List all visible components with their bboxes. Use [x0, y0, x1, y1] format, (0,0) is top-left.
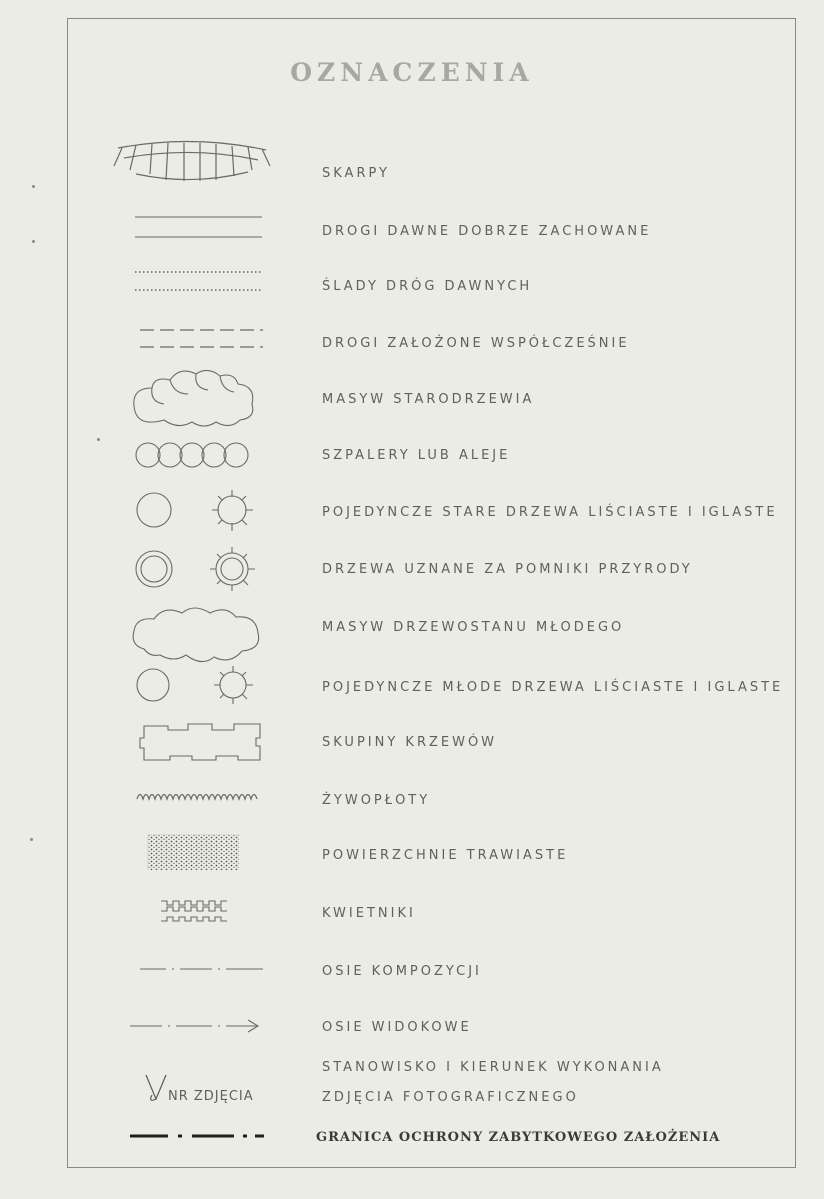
legend-label-hedges: ŻYWOPŁOTY	[322, 793, 431, 808]
legend-label-shrubs: SKUPINY KRZEWÓW	[322, 735, 498, 750]
legend-label-flowerbeds: KWIETNIKI	[322, 906, 416, 921]
page-frame	[67, 18, 796, 1168]
legend-label-slopes: SKARPY	[322, 166, 390, 181]
legend-label-view-axes: OSIE WIDOKOWE	[322, 1020, 472, 1035]
legend-title: OZNACZENIA	[290, 58, 534, 87]
legend-label-composition-axes: OSIE KOMPOZYCJI	[322, 964, 482, 979]
legend-label-photo-line2: ZDJĘCIA FOTOGRAFICZNEGO	[322, 1090, 579, 1105]
double-dotted-line	[135, 269, 263, 293]
single-trees	[132, 488, 262, 534]
photo-number-label: NR ZDJĘCIA	[168, 1089, 254, 1104]
circle-row	[133, 440, 253, 470]
composition-axis	[140, 962, 264, 976]
legend-label-grass: POWIERZCHNIE TRAWIASTE	[322, 848, 569, 863]
young-mass	[130, 605, 264, 667]
legend-label-road-traces: ŚLADY DRÓG DAWNYCH	[322, 279, 533, 294]
legend-label-natural-monuments: DRZEWA UZNANE ZA POMNIKI PRZYRODY	[322, 562, 693, 577]
young-trees	[133, 663, 263, 705]
legend-label-single-young-trees: POJEDYNCZE MŁODE DRZEWA LIŚCIASTE I IGLASTE	[322, 680, 784, 695]
legend-label-old-stand: MASYW STARODRZEWIA	[322, 392, 535, 407]
photo-position-symbol	[144, 1073, 170, 1103]
legend-label-alleys: SZPALERY LUB ALEJE	[322, 448, 511, 463]
boundary-line-symbol	[130, 1130, 264, 1142]
legend-label-single-old-trees: POJEDYNCZE STARE DRZEWA LIŚCIASTE I IGLASTE	[322, 505, 778, 520]
margin-mark	[32, 240, 35, 243]
grass-dots	[145, 832, 241, 872]
shrub-group	[138, 720, 264, 764]
legend-label-boundary: GRANICA OCHRONY ZABYTKOWEGO ZAŁOŻENIA	[316, 1130, 721, 1145]
double-dashed-line	[140, 327, 264, 351]
cloud-mass	[130, 366, 258, 430]
margin-mark	[32, 185, 35, 188]
view-axis	[130, 1017, 262, 1035]
legend-label-old-roads: DROGI DAWNE DOBRZE ZACHOWANE	[322, 224, 652, 239]
flowerbed	[157, 895, 239, 927]
margin-mark	[97, 438, 100, 441]
monument-trees	[132, 545, 262, 593]
margin-mark	[30, 838, 33, 841]
hedge-wave	[135, 787, 265, 807]
legend-label-photo-line1: STANOWISKO I KIERUNEK WYKONANIA	[322, 1060, 664, 1075]
double-solid-line	[135, 214, 263, 240]
slope-symbol	[108, 136, 278, 190]
legend-label-young-stand: MASYW DRZEWOSTANU MŁODEGO	[322, 620, 625, 635]
legend-label-new-roads: DROGI ZAŁOŻONE WSPÓŁCZEŚNIE	[322, 336, 630, 351]
